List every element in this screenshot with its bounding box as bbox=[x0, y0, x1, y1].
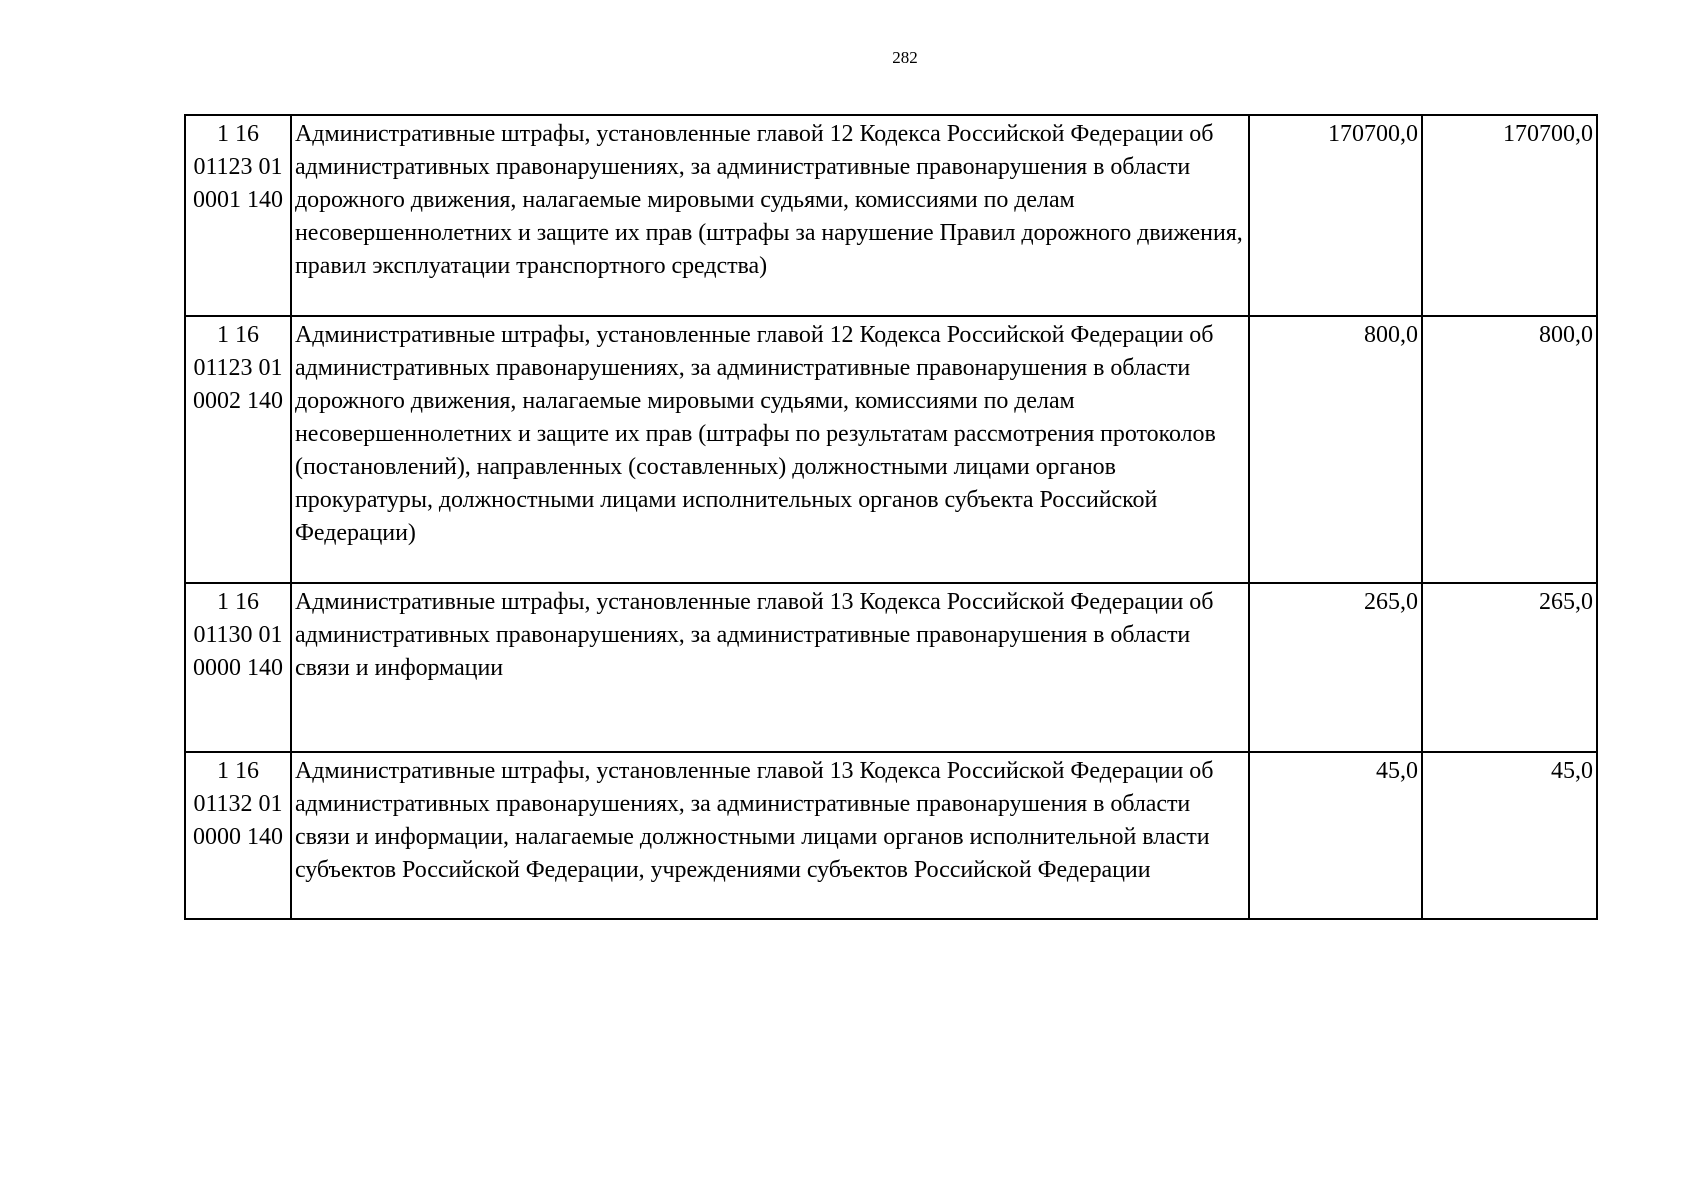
amount-cell-2: 45,0 bbox=[1422, 752, 1597, 919]
description-cell: Административные штрафы, установленные главой 13 Кодекса Российской Федерации об административных правонарушениях, за административные правонарушения в области связи и информации bbox=[291, 583, 1249, 752]
budget-code-cell: 1 16 01132 01 0000 140 bbox=[185, 752, 291, 919]
table-row bbox=[185, 752, 1597, 919]
amount-cell-2: 170700,0 bbox=[1422, 115, 1597, 316]
description-cell: Административные штрафы, установленные главой 13 Кодекса Российской Федерации об административных правонарушениях, за административные правонарушения в области связи и информации, налагаемые должностными лицами органов исполнительной власти субъектов Российской Федерации, учреждениями субъектов Российской Федерации bbox=[291, 752, 1249, 919]
amount-cell-2: 800,0 bbox=[1422, 316, 1597, 583]
amount-cell-1: 45,0 bbox=[1249, 752, 1422, 919]
budget-code-cell: 1 16 01123 01 0002 140 bbox=[185, 316, 291, 583]
description-cell: Административные штрафы, установленные главой 12 Кодекса Российской Федерации об административных правонарушениях, за административные правонарушения в области дорожного движения, налагаемые мировыми судьями, комиссиями по делам несовершеннолетних и защите их прав (штрафы по результатам рассмотрения протоколов (постановлений), направленных (составленных) должностными лицами органов прокуратуры, должностными лицами исполнительных органов субъекта Российской Федерации) bbox=[291, 316, 1249, 583]
amount-cell-1: 265,0 bbox=[1249, 583, 1422, 752]
page-number: 282 bbox=[892, 48, 918, 67]
table-row bbox=[185, 583, 1597, 752]
table-row bbox=[185, 316, 1597, 583]
budget-table bbox=[184, 114, 1598, 920]
budget-code-cell: 1 16 01130 01 0000 140 bbox=[185, 583, 291, 752]
description-cell: Административные штрафы, установленные главой 12 Кодекса Российской Федерации об административных правонарушениях, за административные правонарушения в области дорожного движения, налагаемые мировыми судьями, комиссиями по делам несовершеннолетних и защите их прав (штрафы за нарушение Правил дорожного движения, правил эксплуатации транспортного средства) bbox=[291, 115, 1249, 316]
amount-cell-1: 800,0 bbox=[1249, 316, 1422, 583]
amount-cell-2: 265,0 bbox=[1422, 583, 1597, 752]
budget-code-cell: 1 16 01123 01 0001 140 bbox=[185, 115, 291, 316]
table-row bbox=[185, 115, 1597, 316]
amount-cell-1: 170700,0 bbox=[1249, 115, 1422, 316]
